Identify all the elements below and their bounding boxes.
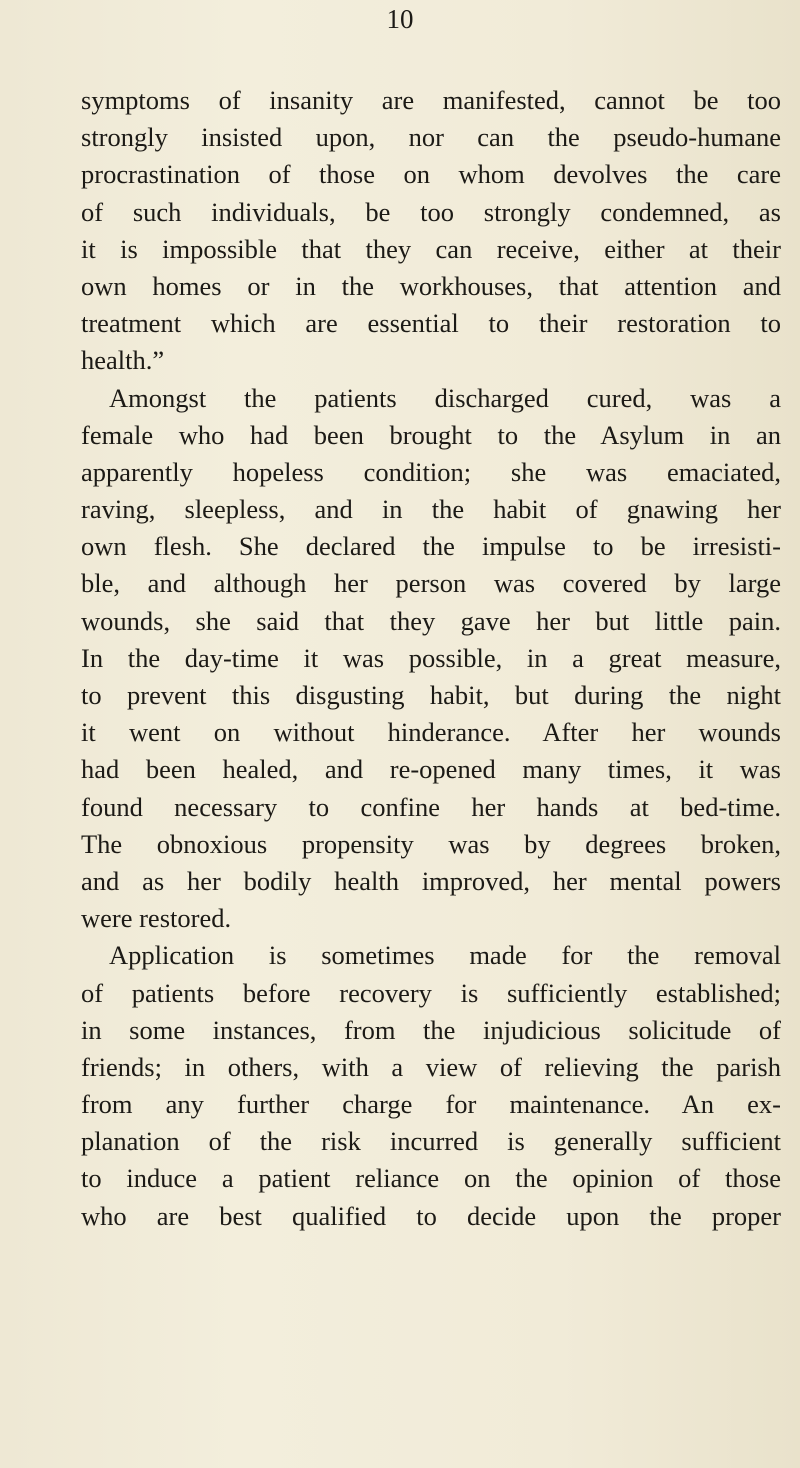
text-line: from any further charge for maintenance. An ex- xyxy=(81,1089,781,1120)
text-line: symptoms of insanity are manifested, cannot be too xyxy=(81,85,781,115)
text-line: female who had been brought to the Asylum in an xyxy=(81,419,781,450)
text-line: health.” xyxy=(81,345,165,376)
text-line: friends; in others, with a view of relieving the parish xyxy=(81,1051,781,1082)
text-line: had been healed, and re-opened many times, it was xyxy=(81,754,781,785)
text-line: to prevent this disgusting habit, but during the night xyxy=(81,680,781,710)
text-line: of such individuals, be too strongly condemned, as xyxy=(81,196,781,227)
text-line: The obnoxious propensity was by degrees broken, xyxy=(81,828,781,859)
text-line: planation of the risk incurred is generally sufficient xyxy=(81,1126,781,1157)
text-line: it went on without hinderance. After her wounds xyxy=(81,717,781,748)
text-line: of patients before recovery is sufficiently established; xyxy=(81,977,781,1008)
text-line: and as her bodily health improved, her mental powers xyxy=(81,865,781,896)
text-line: treatment which are essential to their restoration to xyxy=(81,308,781,339)
paragraph-start-line: Amongst the patients discharged cured, was a xyxy=(109,382,781,413)
text-line: in some instances, from the injudicious solicitude of xyxy=(81,1014,781,1045)
text-line: were restored. xyxy=(81,903,232,934)
text-line: it is impossible that they can receive, either at their xyxy=(81,233,781,264)
text-line: own homes or in the workhouses, that attention and xyxy=(81,270,781,301)
text-line: own flesh. She declared the impulse to be irresisti- xyxy=(81,531,781,562)
page-number: 10 xyxy=(386,4,414,34)
text-line: wounds, she said that they gave her but little pain. xyxy=(81,605,781,636)
text-line: ble, and although her person was covered by large xyxy=(81,568,781,599)
text-line: strongly insisted upon, nor can the pseudo-humane xyxy=(81,122,781,153)
text-line: apparently hopeless condition; she was emaciated, xyxy=(81,456,781,487)
text-line: found necessary to confine her hands at bed-time. xyxy=(81,791,781,822)
text-line: who are best qualified to decide upon the proper xyxy=(81,1200,781,1231)
text-line: raving, sleepless, and in the habit of gnawing her xyxy=(81,494,781,525)
text-line: In the day-time it was possible, in a great measure, xyxy=(81,642,781,673)
paragraph-start-line: Application is sometimes made for the removal xyxy=(109,940,781,971)
text-line: to induce a patient reliance on the opinion of those xyxy=(81,1163,781,1194)
body-text xyxy=(81,82,781,1235)
text-line: procrastination of those on whom devolves the care xyxy=(81,159,781,190)
